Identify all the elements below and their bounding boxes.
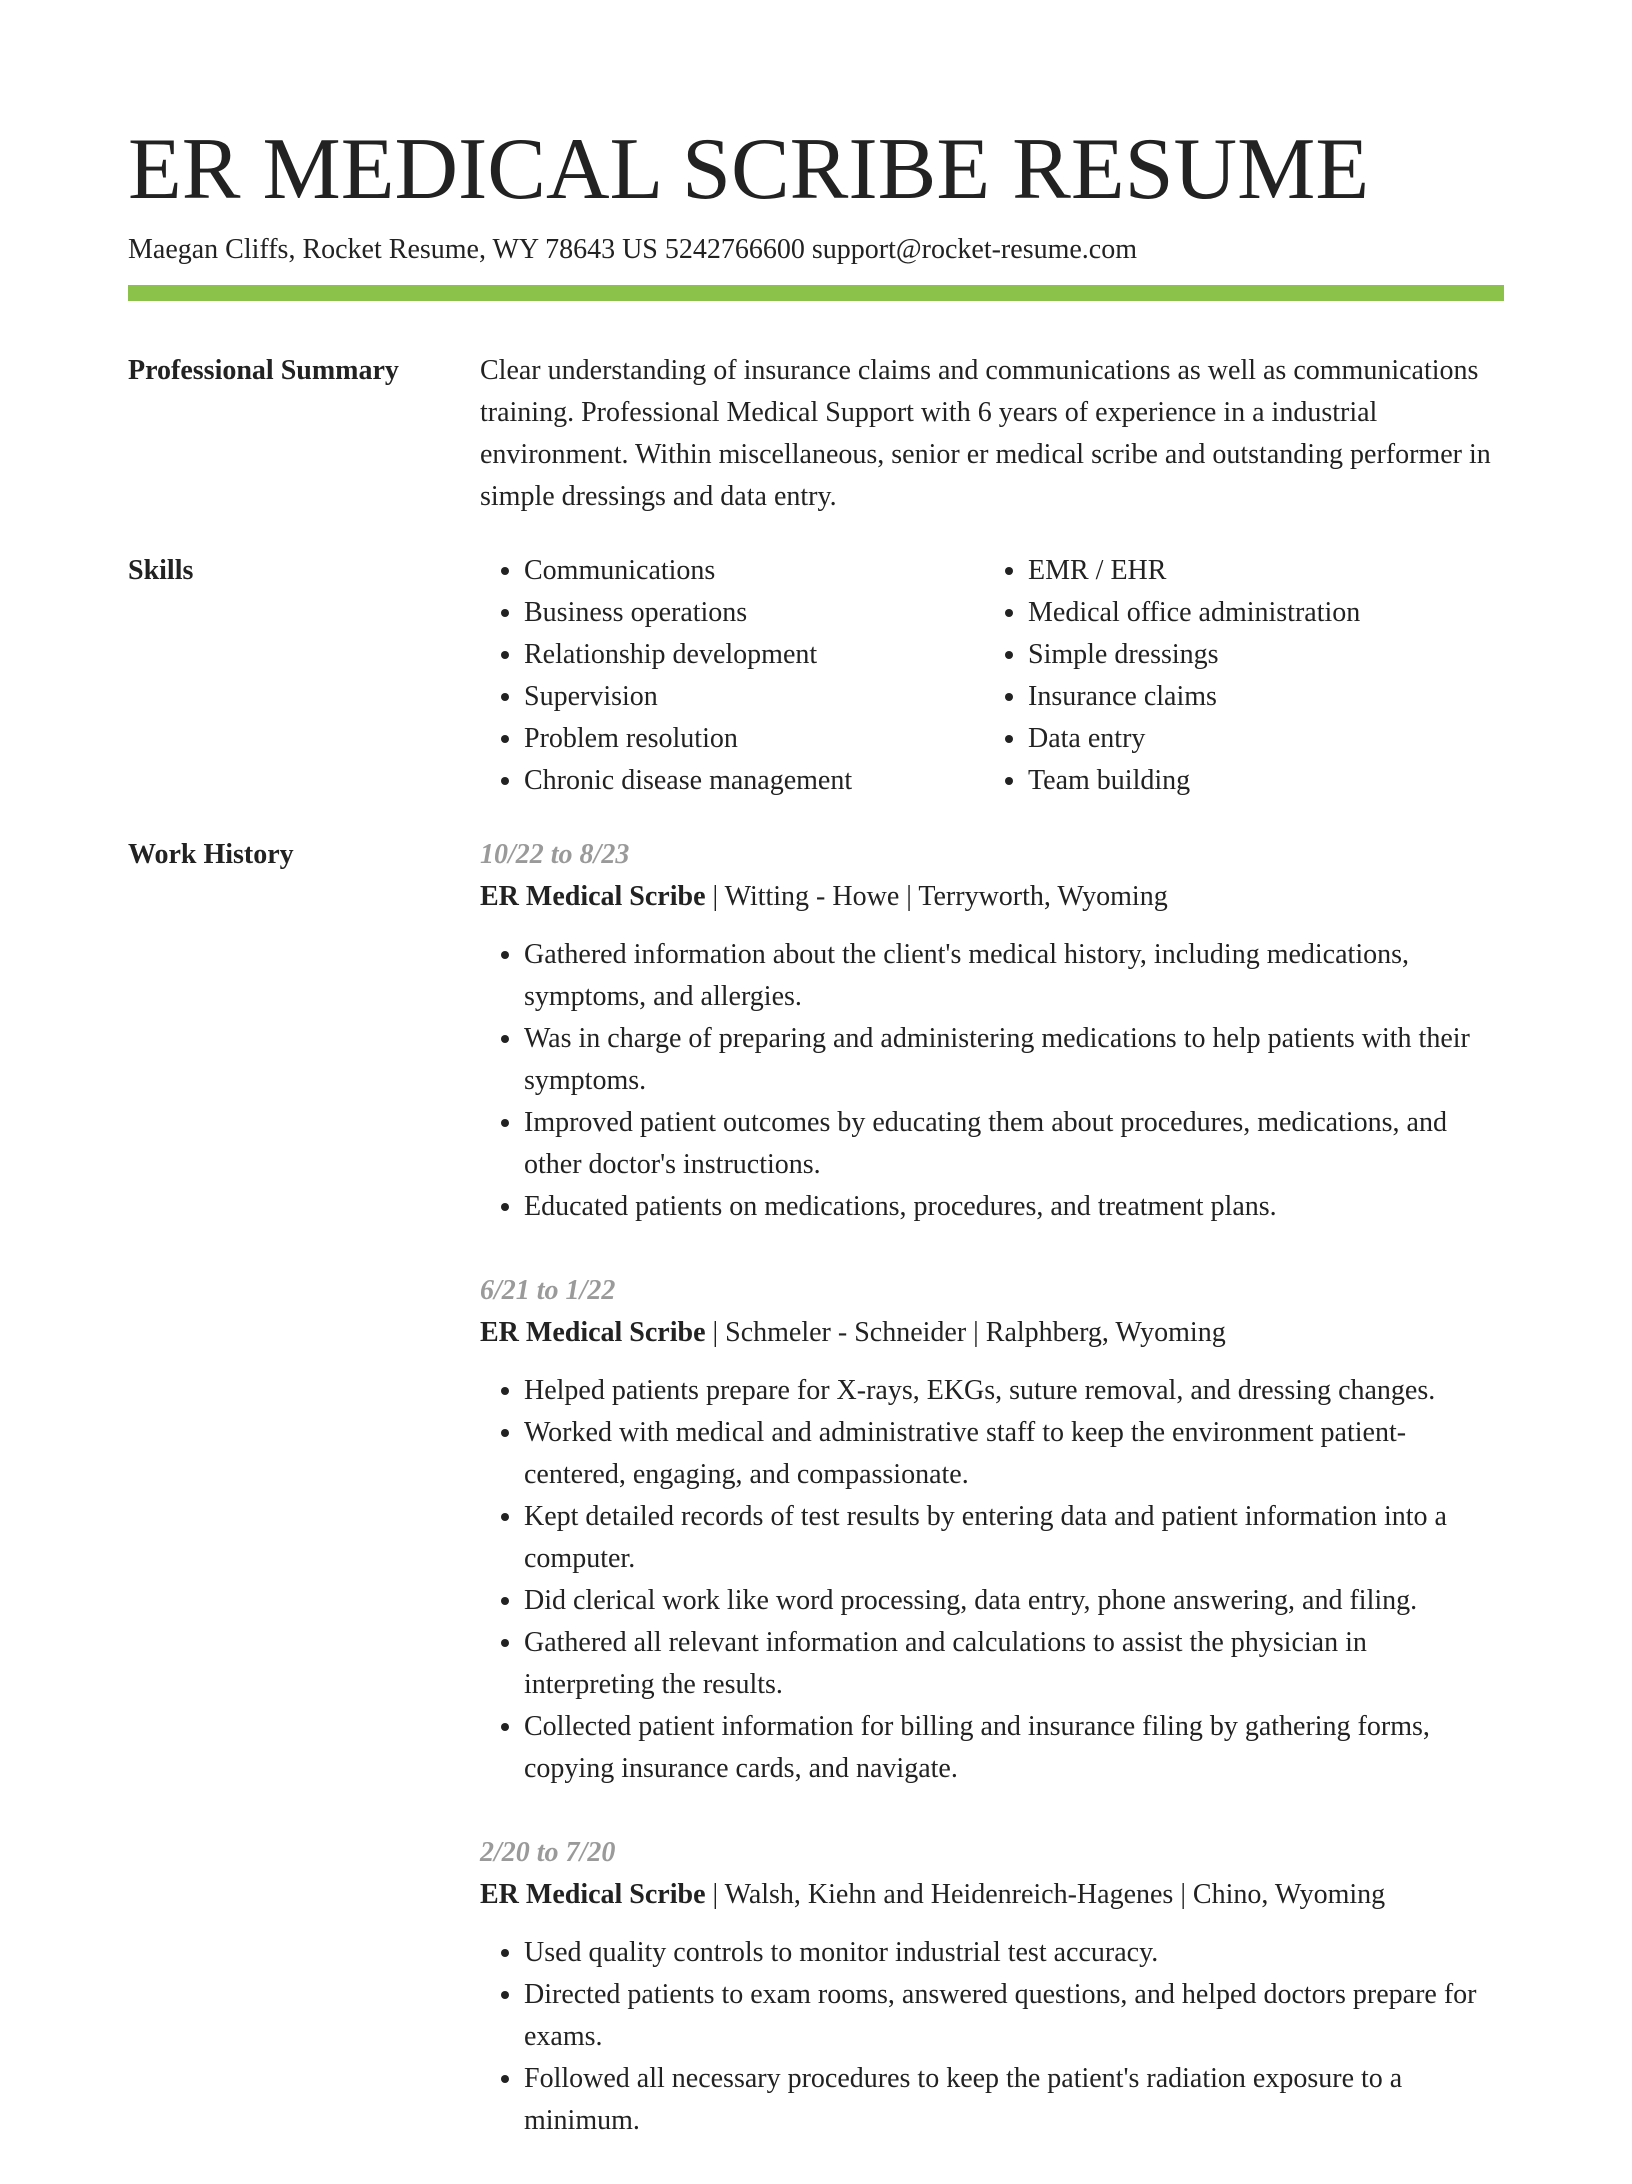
skill-item: • Relationship development: [524, 634, 984, 676]
job-bullet: • Kept detailed records of test results by entering data and patient information into a computer.: [524, 1496, 1504, 1580]
job-employer-location: | Witting - Howe | Terryworth, Wyoming: [705, 881, 1168, 912]
job-bullet: • Improved patient outcomes by educating them about procedures, medications, and other doctor's instructions.: [524, 1102, 1504, 1186]
skill-item: • Medical office administration: [1028, 592, 1360, 634]
job-bullet: • Followed all necessary procedures to keep the patient's radiation exposure to a minimum.: [524, 2058, 1504, 2142]
job-bullet: • Educated patients on medications, procedures, and treatment plans.: [524, 1186, 1504, 1228]
skills-column-1: [480, 550, 984, 802]
job-heading: [480, 876, 1504, 918]
job-entry: [480, 1270, 1504, 1790]
job-title: ER Medical Scribe: [480, 1879, 706, 1910]
job-entry: [480, 1832, 1504, 2142]
job-bullet: • Worked with medical and administrative staff to keep the environment patient-centered, engaging, and compassionate.: [524, 1412, 1504, 1496]
summary-text: Clear understanding of insurance claims and communications as well as communications training. Professional Medical Support with 6 years of experience in a industrial environment. Within miscellaneous, senior er medical scribe and outstanding performer in simple dressings and data entry.: [480, 355, 1491, 512]
resume-title: ER MEDICAL SCRIBE RESUME: [128, 121, 1370, 218]
skill-item: • Chronic disease management: [524, 760, 984, 802]
skill-item: • Communications: [524, 550, 984, 592]
section-label-skills: Skills: [128, 555, 194, 586]
skill-item: • Problem resolution: [524, 718, 984, 760]
skill-item: • Simple dressings: [1028, 634, 1360, 676]
skill-item: • Supervision: [524, 676, 984, 718]
job-bullets: [480, 934, 1504, 1228]
job-bullet: • Gathered all relevant information and calculations to assist the physician in interpreting the results.: [524, 1622, 1504, 1706]
job-heading: [480, 1874, 1504, 1916]
contact-line: Maegan Cliffs, Rocket Resume, WY 78643 US 5242766600 support@rocket-resume.com: [128, 234, 1137, 265]
job-bullets: [480, 1370, 1504, 1790]
section-label-summary: Professional Summary: [128, 355, 399, 386]
job-heading: [480, 1312, 1504, 1354]
skill-item: • EMR / EHR: [1028, 550, 1360, 592]
job-entry: [480, 834, 1504, 1228]
job-bullet: • Gathered information about the client's medical history, including medications, symptoms, and allergies.: [524, 934, 1504, 1018]
section-label-work-history: Work History: [128, 839, 294, 870]
job-employer-location: | Schmeler - Schneider | Ralphberg, Wyoming: [705, 1317, 1226, 1348]
job-title: ER Medical Scribe: [480, 1317, 706, 1348]
skill-item: • Business operations: [524, 592, 984, 634]
job-bullets: [480, 1932, 1504, 2142]
header-divider: [128, 285, 1504, 301]
job-bullet: • Used quality controls to monitor industrial test accuracy.: [524, 1932, 1504, 1974]
job-title: ER Medical Scribe: [480, 881, 706, 912]
skill-item: • Data entry: [1028, 718, 1360, 760]
skills-column-2: [984, 550, 1360, 802]
job-bullet: • Helped patients prepare for X-rays, EKGs, suture removal, and dressing changes.: [524, 1370, 1504, 1412]
job-bullet: • Was in charge of preparing and administering medications to help patients with their symptoms.: [524, 1018, 1504, 1102]
skills-grid: [480, 550, 1504, 802]
job-bullet: • Collected patient information for billing and insurance filing by gathering forms, copying insurance cards, and navigate.: [524, 1706, 1504, 1790]
job-dates: 10/22 to 8/23: [480, 839, 630, 870]
skill-item: • Team building: [1028, 760, 1360, 802]
job-bullet: • Did clerical work like word processing, data entry, phone answering, and filing.: [524, 1580, 1504, 1622]
summary-content: [480, 350, 1504, 518]
job-employer-location: | Walsh, Kiehn and Heidenreich-Hagenes | Chino, Wyoming: [705, 1879, 1386, 1910]
job-dates: 2/20 to 7/20: [480, 1837, 616, 1868]
job-dates: 6/21 to 1/22: [480, 1275, 616, 1306]
skills-content: [480, 550, 1504, 802]
job-bullet: • Directed patients to exam rooms, answered questions, and helped doctors prepare for exams.: [524, 1974, 1504, 2058]
skill-item: • Insurance claims: [1028, 676, 1360, 718]
work-history-content: [480, 834, 1504, 2184]
